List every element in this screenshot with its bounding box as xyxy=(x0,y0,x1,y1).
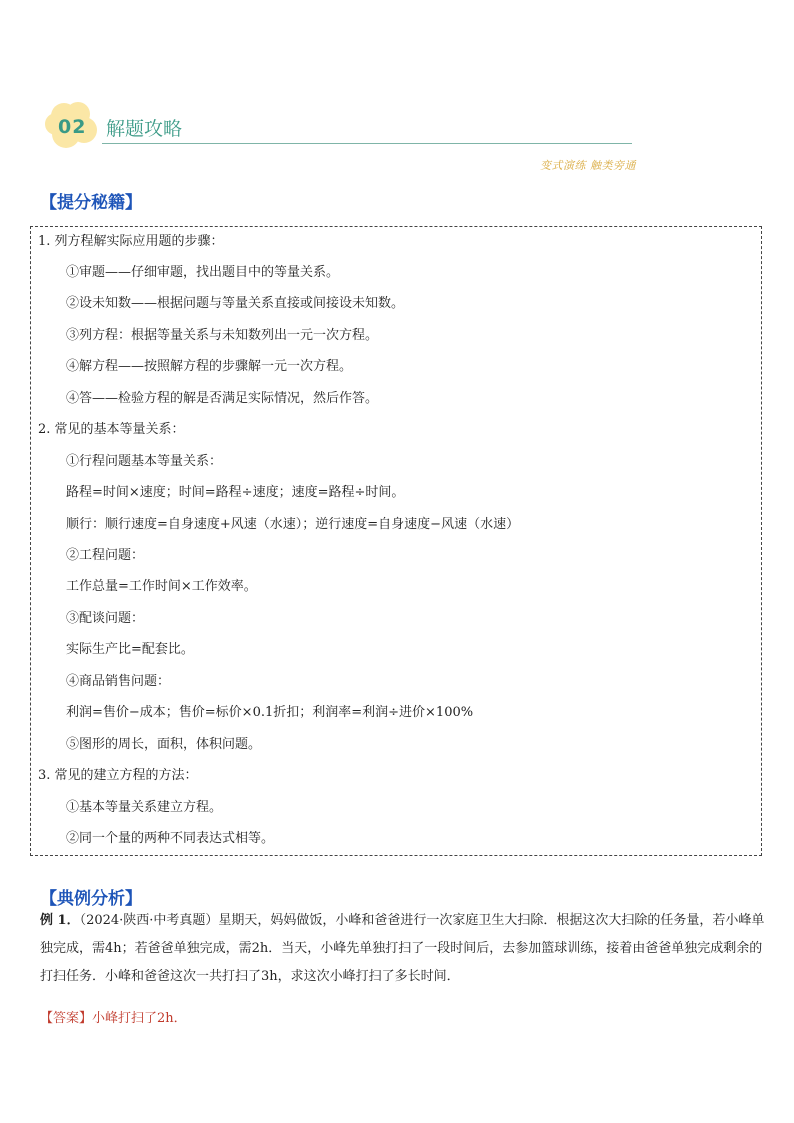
tips-line: 2. 常见的基本等量关系： xyxy=(38,422,185,437)
section-header xyxy=(44,100,634,156)
section-subtitle: 变式演练 触类旁通 xyxy=(540,159,636,172)
tips-line: ④商品销售问题： xyxy=(66,674,171,689)
tips-line: ③列方程：根据等量关系与未知数列出一元一次方程。 xyxy=(66,328,379,343)
tips-line: 实际生产比=配套比。 xyxy=(66,642,194,657)
tips-line: ④答——检验方程的解是否满足实际情况，然后作答。 xyxy=(66,391,379,406)
tips-line: 路程=时间×速度；时间=路程÷速度；速度=路程÷时间。 xyxy=(66,485,405,500)
tips-line: ⑤图形的周长，面积，体积问题。 xyxy=(66,737,262,752)
tips-line: 1. 列方程解实际应用题的步骤： xyxy=(38,234,224,249)
tips-line: ①行程问题基本等量关系： xyxy=(66,454,223,469)
tips-box xyxy=(30,226,762,856)
example-label: 例 1． xyxy=(40,913,80,928)
tips-line: 工作总量=工作时间×工作效率。 xyxy=(66,579,257,594)
tips-line: 顺行：顺行速度=自身速度+风速（水速）；逆行速度=自身速度−风速（水速） xyxy=(66,517,520,532)
tips-line: 利润=售价−成本；售价=标价×0.1折扣；利润率=利润÷进价×100% xyxy=(66,705,474,720)
tips-line: 3. 常见的建立方程的方法： xyxy=(38,768,198,783)
section-divider xyxy=(102,143,632,144)
tips-line: ①基本等量关系建立方程。 xyxy=(66,800,223,815)
tips-heading: 【提分秘籍】 xyxy=(40,193,142,213)
section-title: 解题攻略 xyxy=(106,118,183,140)
tips-line: ②设未知数——根据问题与等量关系直接或间接设未知数。 xyxy=(66,296,405,311)
tips-line: ①审题——仔细审题，找出题目中的等量关系。 xyxy=(66,265,340,280)
example-text: （2024·陕西·中考真题）星期天，妈妈做饭，小峰和爸爸进行一次家庭卫生大扫除．根据这次大扫除的任务量，若小峰单独完成，需4h；若爸爸单独完成，需2h．当天，小峰先单独打扫了一段时间后，去参加篮球训练，接着由爸爸单独完成剩余的打扫任务．小峰和爸爸这次一共打扫了3h，求这次小峰打扫了多长时间． xyxy=(40,913,765,984)
tips-line: ②工程问题： xyxy=(66,548,145,563)
tips-line: ④解方程——按照解方程的步骤解一元一次方程。 xyxy=(66,359,353,374)
example-paragraph xyxy=(40,907,770,991)
example-heading: 【典例分析】 xyxy=(40,889,142,909)
tips-line: ③配谈问题： xyxy=(66,611,145,626)
tips-line: ②同一个量的两种不同表达式相等。 xyxy=(66,831,275,846)
section-number: 02 xyxy=(58,116,87,138)
example-answer: 【答案】小峰打扫了2h． xyxy=(40,1011,187,1026)
